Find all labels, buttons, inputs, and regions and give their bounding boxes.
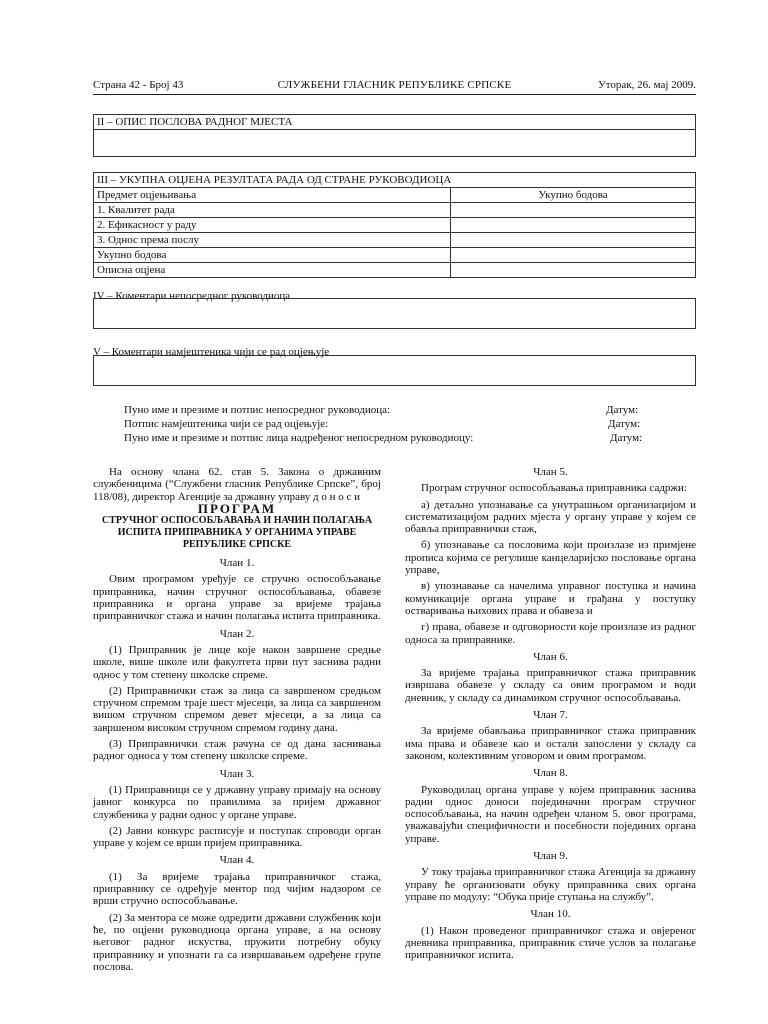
article-heading: Члан 10. — [530, 908, 571, 921]
date-label: Датум: — [606, 404, 639, 416]
paragraph: Руководилац органа управе у којем приправник заснива радни однос доноси појединачни програм стручног оспособљавања, на начин одређен чланом 5. овог програма, уважавајући специфичности и посебности појединих органа управе. — [405, 783, 696, 845]
page-header — [93, 78, 696, 92]
col-header-points: Укупно бодова — [451, 188, 696, 203]
article-heading: Члан 1. — [219, 557, 255, 570]
table-row-label: 3. Однос према послу — [94, 233, 451, 248]
table-cell-empty[interactable] — [451, 218, 696, 233]
paragraph: (3) Приправнички стаж рачуна се од дана заснивања радног односа у том степену школске спреме. — [93, 738, 381, 763]
section-3-title: III – УКУПНА ОЦЈЕНА РЕЗУЛТАТА РАДА ОД СТРАНЕ РУКОВОДИОЦА — [94, 173, 696, 188]
paragraph: (2) Приправнички стаж за лица са завршеном средњом стручном спремом траје шест мјесеци, за лица са завршеном вишом стручном спремом девет мјесеци, а за лица са завршеном високом стручном спремом годину дана. — [93, 684, 381, 734]
article-heading: Члан 2. — [219, 627, 255, 640]
date-label: Датум: — [608, 418, 641, 430]
signature-label: Потпис намјештеника чији се рад оцјењује: — [124, 418, 329, 430]
paragraph: (1) Приправници се у државну управу примају на основу јавног конкурса по правилима за пријем државног службеника у радни однос у органе управе. — [93, 783, 381, 821]
table-cell-empty[interactable] — [451, 263, 696, 278]
table-row-label: Укупно бодова — [94, 248, 451, 263]
paragraph: Овим програмом уређује се стручно оспособљавање приправника, начин стручног оспособљавања, обавезе приправника и органа управе за вријеме трајања приправничког стажа и начин полагања испита приправника. — [93, 573, 381, 623]
paragraph: У току трајања приправничког стажа Агенција за државну управу ће организовати обуку приправника свих органа управе по модулу: “Обука прије ступања на службу”. — [405, 866, 696, 903]
paragraph: За вријеме обављања приправничког стажа приправник има права и обавезе као и остали запослени у складу са законом, колективним уговором и овим програмом. — [405, 725, 696, 762]
job-description-box — [93, 114, 696, 157]
table-cell-empty[interactable] — [451, 203, 696, 218]
left-text-column — [93, 466, 381, 973]
list-item: б) упознавање са пословима који произлазе из примјене прописа којима се регулише канцеларијско пословање органа управе, — [405, 539, 696, 577]
paragraph: (2) Јавни конкурс расписује и поступак спроводи орган управе у којем се врши пријем приправника. — [93, 824, 381, 850]
article-heading: Члан 4. — [219, 854, 255, 867]
list-item: г) права, обавезе и одговорности које произлазе из радног односа за приправнике. — [405, 621, 696, 646]
gazette-title: СЛУЖБЕНИ ГЛАСНИК РЕПУБЛИКЕ СРПСКЕ — [277, 79, 512, 91]
program-title: ПРОГРАМ — [197, 500, 277, 516]
paragraph: За вријеме трајања приправничког стажа приправник извршава обавезе у складу са овим програмом и води дневник, у складу са динамиком стручног оспособљавања. — [405, 667, 696, 704]
section-5-label: V – Коментари намјештеника чији се рад оцјењује — [93, 346, 330, 358]
table-row-label: Описна оцјена — [94, 263, 451, 278]
supervisor-comments-box[interactable] — [93, 298, 696, 329]
paragraph: (1) Након проведеног приправничког стажа и овјереног дневника приправника, приправник стиче услов за полагање приправничког испита. — [405, 924, 696, 962]
preamble: На основу члана 62. став 5. Закона о државним службеницима (“Службени гласник Републике Српске”, број 118/08), директор Агенције за државну управу д о н о с и — [93, 466, 381, 503]
paragraph: (2) За ментора се може одредити државни службеник који ће, по оцјени руководиоца органа управе, а на основу његовог радног искуства, пружити потребну обуку приправнику и упознати га са извршавањем одређене групе послова. — [93, 911, 381, 973]
overall-rating-table — [93, 172, 696, 278]
program-subtitle: СТРУЧНОГ ОСПОСОБЉАВАЊА И НАЧИН ПОЛАГАЊА ИСПИТА ПРИПРАВНИКА У ОРГАНИМА УПРАВЕ РЕПУБЛИКЕ СРПСКЕ — [101, 515, 373, 551]
header-rule — [93, 94, 696, 95]
issue-date: Уторак, 26. мај 2009. — [597, 79, 696, 91]
article-heading: Члан 5. — [533, 466, 568, 478]
paragraph: (1) За вријеме трајања приправничког стажа, приправнику се одређује ментор под чијим надзором се врши стручно оспособљавање. — [93, 870, 381, 908]
table-cell-empty[interactable] — [451, 233, 696, 248]
article-heading: Члан 7. — [533, 709, 568, 722]
col-header-subject: Предмет оцјењивања — [94, 188, 451, 203]
page-number: Страна 42 - Број 43 — [93, 79, 184, 91]
table-cell-empty[interactable] — [451, 248, 696, 263]
signature-label: Пуно име и презиме и потпис непосредног руководиоца: — [124, 404, 391, 416]
list-item: а) детаљно упознавање са унутрашњом организацијом и систематизацијом радних мјеста у органу управе у којем се обавља приправнички стаж, — [405, 498, 696, 536]
date-label: Датум: — [610, 432, 643, 444]
employee-comments-box[interactable] — [93, 355, 696, 386]
list-item: в) упознавање са начелима управног поступка и начина комуникације органа управе и грађана у поступку остваривања њихових права и обавеза и — [405, 580, 696, 617]
signature-label: Пуно име и презиме и потпис лица надређеног непосредном руководиоцу: — [124, 432, 474, 444]
section-2-title: II – ОПИС ПОСЛОВА РАДНОГ МЈЕСТА — [94, 115, 695, 130]
table-row-label: 1. Квалитет рада — [94, 203, 451, 218]
article-heading: Члан 8. — [533, 767, 568, 780]
paragraph: Програм стручног оспособљавања приправника садржи: — [421, 482, 687, 495]
table-row-label: 2. Ефикасност у раду — [94, 218, 451, 233]
article-heading: Члан 3. — [219, 767, 255, 780]
section-4-label: IV – Коментари непосредног руководиоца — [93, 290, 291, 302]
right-text-column — [405, 466, 696, 961]
article-heading: Члан 6. — [533, 650, 568, 663]
paragraph: (1) Приправник је лице које након завршене средње школе, више школе или факултета први пут заснива радни однос у том степену школске спреме. — [93, 643, 381, 681]
article-heading: Члан 9. — [533, 850, 568, 863]
